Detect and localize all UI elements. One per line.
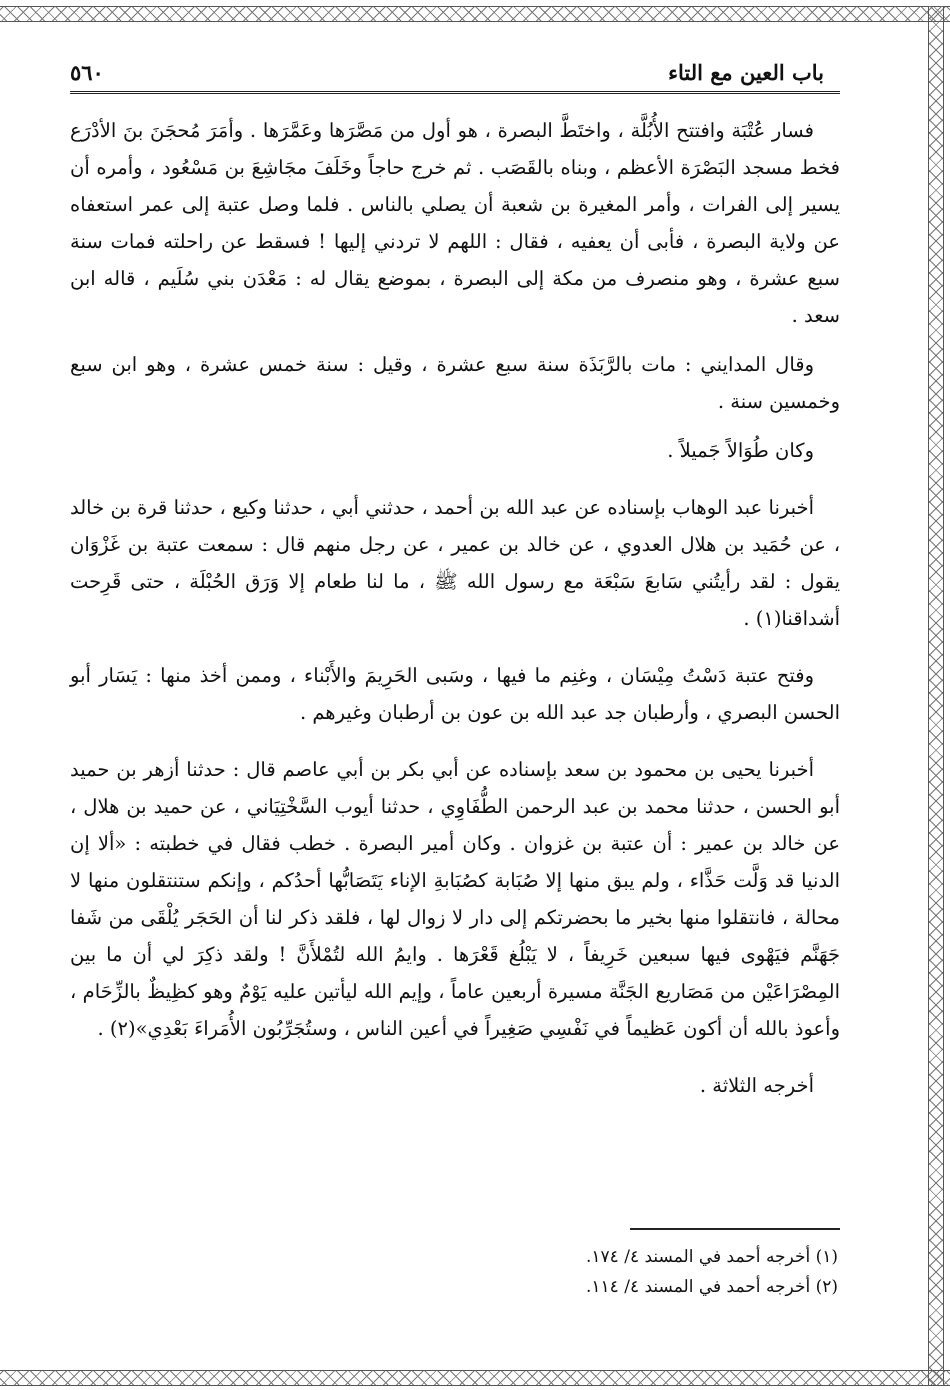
- paragraph: وقال المدايني : مات بالرَّبَذَة سنة سبع عشرة ، وقيل : سنة خمس عشرة ، وهو ابن سبع وخمسين سنة .: [70, 353, 840, 413]
- running-header: [70, 60, 840, 94]
- decorative-border-right: [928, 6, 944, 1386]
- decorative-border-top: [0, 6, 950, 22]
- paragraph: فسار عُتْبَة وافتتح الأُبُلَّة ، واختَطَّ البصرة ، هو أول من مَصَّرَها وعَمَّرَها . وأمَرَ مُحجَنَ بنَ الأدْرَع فخط مسجد البَصْرَة الأعظم ، وبناه بالقَصَب . ثم خرج حاجاً وخَلَفَ مجَاشِعَ بن مَسْعُود ، وأمره أن يسير إلى الفرات ، وأمر المغيرة بن شعبة أن يصلي بالناس . فلما وصل عتبة إلى عمر استعفاه عن ولاية البصرة ، فأبى أن يعفيه ، فقال : اللهم لا تردني إليها ! فسقط عن راحلته فمات سنة سبع عشرة ، وهو منصرف من مكة إلى البصرة ، بموضع يقال له : مَعْدَن بني سُلَيم ، قاله ابن سعد .: [70, 119, 840, 327]
- footnote-rule: [630, 1228, 840, 1230]
- paragraph: أخبرنا عبد الوهاب بإسناده عن عبد الله بن أحمد ، حدثني أبي ، حدثنا وكيع ، حدثنا قرة بن خالد ، عن حُمَيد بن هلال العدوي ، عن خالد بن عمير ، عن رجل منهم قال : سمعت عتبة بن غَزْوَان يقول : لقد رأيتُني سَابعَ سَبْعَة مع رسول الله ﷺ ، ما لنا طعام إلا وَرَق الحُبْلَة ، حتى قَرِحت أشداقنا(١) .: [70, 496, 840, 630]
- chapter-title: باب العين مع التاء: [668, 60, 824, 85]
- footnotes: [70, 1228, 840, 1302]
- paragraph: أخرجه الثلاثة .: [699, 1074, 814, 1097]
- footnote: (٢) أخرجه أحمد في المسند ٤/ ١١٤.: [586, 1277, 838, 1297]
- page-content: [70, 60, 840, 1124]
- footnote: (١) أخرجه أحمد في المسند ٤/ ١٧٤.: [586, 1247, 838, 1267]
- page-number: ٥٦٠: [70, 60, 104, 85]
- main-text: [70, 112, 840, 1104]
- paragraph: أخبرنا يحيى بن محمود بن سعد بإسناده عن أبي بكر بن أبي عاصم قال : حدثنا أزهر بن حميد أبو الحسن ، حدثنا محمد بن عبد الرحمن الطُّفَاوِي ، حدثنا أيوب السَّخْتِيَاني ، عن حميد بن هلال ، عن خالد بن عمير : أن عتبة بن غزوان . وكان أمير البصرة . خطب فقال في خطبته : «ألا إن الدنيا قد وَلَّت حَذَّاء ، ولم يبق منها إلا صُبَابة كصُبَابةِ الإناء يَتَصَابُّها أحدُكم ، وإنكم ستنتقلون منها لا محالة ، فانتقلوا منها بخير ما بحضرتكم إلى دار لا زوال لها ، فلقد ذكر لنا أن الحَجَر يُلْقَى من شَفا جَهَنَّم فيَهْوى فيها سبعين خَرِيفاً ، لا يَبْلُغ قَعْرَها . وايمُ الله لتُمْلأَنَّ ! ولقد ذكِرَ لي أن ما بين المِصْرَاعَيْن من مَصَاريع الجَنَّة مسيرة أربعين عاماً ، وإيم الله ليأتين عليه يَوْمٌ وهو كظِيظٌ بالزِّحَام ، وأعوذ بالله أن أكون عَظيماً في نَفْسِي صَغِيراً في أعين الناس ، وستُجَرِّبُون الأُمَراءَ بَعْدِي»(٢) .: [70, 758, 840, 1040]
- paragraph: وكان طُوَالاً جَميلاً .: [667, 439, 814, 462]
- decorative-border-bottom: [0, 1370, 950, 1386]
- paragraph: وفتح عتبة دَسْتُ مِيْسَان ، وغنِم ما فيها ، وسَبى الحَرِيمَ والأَبْناء ، وممن أخذ منها : يَسَار أبو الحسن البصري ، وأرطبان جد عبد الله بن عون بن أرطبان وغيرهم .: [70, 664, 840, 724]
